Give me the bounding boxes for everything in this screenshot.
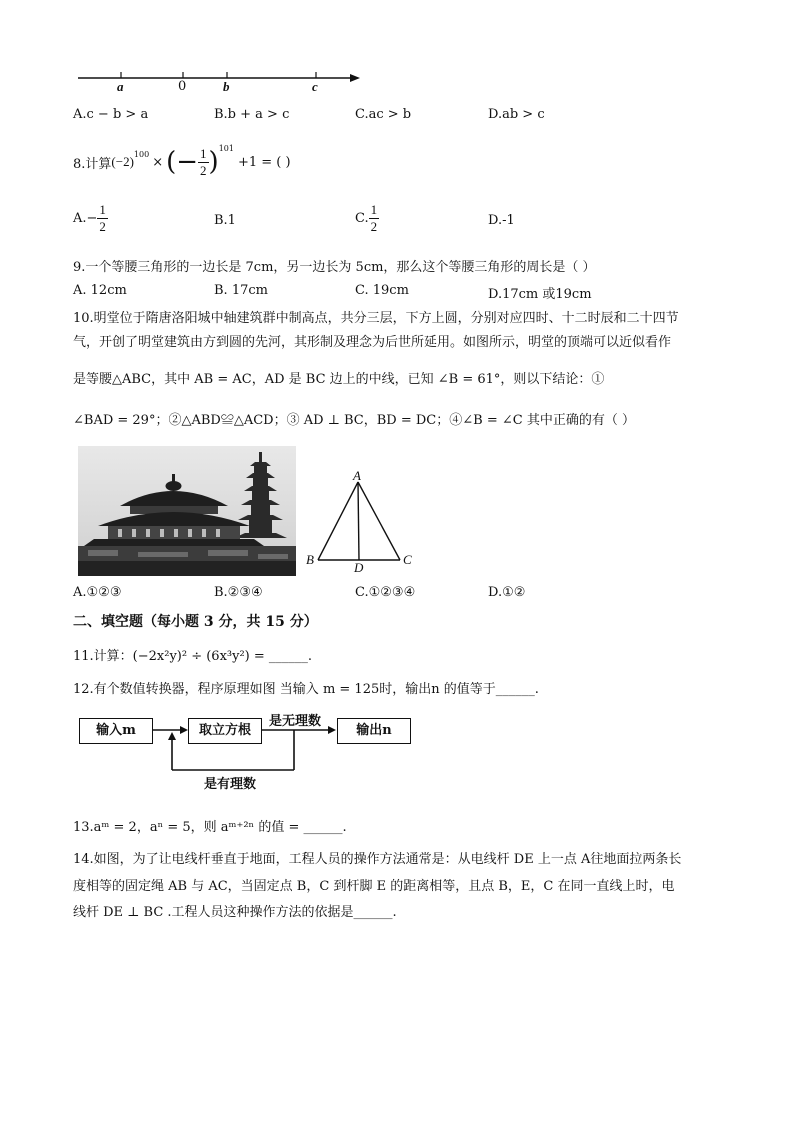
- q8-option-d: D.-1: [488, 213, 515, 228]
- q10-line-4: ∠BAD = 29°；②△ABD≌△ACD；③ AD ⊥ BC，BD = DC；④∠B = ∠C 其中正确的有（ ）: [73, 413, 635, 428]
- q8-exp1: 100: [133, 149, 150, 159]
- q14-line-1: 14.如图，为了让电线杆垂直于地面，工程人员的操作方法通常是：从电线杆 DE 上一点 A往地面拉两条长: [73, 852, 682, 867]
- q8-option-a: [73, 202, 108, 235]
- q8-option-a-prefix: A.−: [73, 211, 98, 226]
- triangle-label-a: A: [353, 468, 361, 483]
- number-line: [70, 60, 370, 100]
- q10-line-1: 10.明堂位于隋唐洛阳城中轴建筑群中制高点，共分三层，下方上圆，分别对应四时、十二时辰和二十四节: [73, 311, 679, 326]
- q13-question: 13.aᵐ = 2，aⁿ = 5，则 aᵐ⁺²ⁿ 的值 = ______.: [73, 820, 347, 835]
- q14-line-2: 度相等的固定绳 AB 与 AC，当固定点 B，C 到杆脚 E 的距离相等，且点 B，E，C 在同一直线上时，电: [73, 879, 675, 894]
- triangle-label-d: D: [354, 560, 364, 575]
- q11-question: 11.计算：(−2x²y)² ÷ (6x³y²) = ______.: [73, 649, 313, 664]
- flowchart-input-label: 输入m: [96, 723, 136, 738]
- flowchart-output-box: [337, 718, 411, 744]
- q12-question: 12.有个数值转换器，程序原理如图 当输入 m = 125时，输出n 的值等于______.: [73, 682, 539, 697]
- q10-option-d: D.①②: [488, 585, 526, 600]
- q10-line-2: 气，开创了明堂建筑由方到圆的先河，其形制及理念为后世所延用。如图所示，明堂的顶端可以近似看作: [73, 335, 672, 350]
- section-2-title: 二、填空题（每小题 3 分，共 15 分）: [73, 614, 318, 630]
- q9-option-d: D.17cm 或19cm: [488, 287, 592, 302]
- q8-exp2: 101: [218, 143, 234, 153]
- numberline-label-a: a: [117, 79, 124, 94]
- flowchart-irrational-label: 是无理数: [269, 714, 322, 729]
- q9-question: 9.一个等腰三角形的一边长是 7cm，另一边长为 5cm，那么这个等腰三角形的周长是（ ）: [73, 260, 596, 275]
- flowchart-process-label: 取立方根: [198, 723, 251, 738]
- q8-open-paren: (−: [166, 147, 199, 177]
- q8-fraction-num: 1: [200, 145, 207, 161]
- q8-base1: (−2): [111, 154, 134, 169]
- mingtang-photo: [78, 446, 296, 576]
- q8-option-c-den: 2: [370, 219, 378, 234]
- q8-fraction-den: 2: [200, 162, 207, 178]
- flowchart-output-label: 输出n: [356, 723, 392, 738]
- flowchart-rational-label: 是有理数: [204, 777, 257, 792]
- q9-option-c: C. 19cm: [355, 283, 409, 298]
- flowchart-input-box: [79, 718, 153, 744]
- q8-option-c-fraction: [369, 202, 380, 235]
- numberline-label-c: c: [312, 79, 318, 94]
- numberline-label-b: b: [223, 79, 230, 94]
- triangle-label-b: B: [306, 552, 314, 567]
- q8-option-a-num: 1: [99, 202, 106, 217]
- q8-suffix: +1 = ( ): [237, 154, 291, 170]
- q7-option-a: A.c − b > a: [73, 107, 149, 122]
- q7-option-d: D.ab > c: [488, 107, 545, 122]
- q10-line-3: 是等腰△ABC，其中 AB = AC，AD 是 BC 边上的中线，已知 ∠B = 61°，则以下结论：①: [73, 372, 605, 387]
- q10-option-b: B.②③④: [214, 585, 263, 600]
- q10-option-a: A.①②③: [73, 585, 122, 600]
- q8-times: ×: [152, 154, 164, 170]
- flowchart-process-box: [188, 718, 262, 744]
- q8-option-b: B.1: [214, 213, 236, 228]
- q8-question: [73, 140, 291, 184]
- q7-option-c: C.ac > b: [355, 107, 412, 122]
- q9-option-a: A. 12cm: [73, 283, 127, 298]
- q8-fraction: [198, 146, 209, 179]
- q8-option-c: [355, 202, 379, 235]
- q8-option-c-prefix: C.: [355, 211, 369, 226]
- q9-option-b: B. 17cm: [214, 283, 268, 298]
- q8-close-paren: ): [208, 147, 219, 177]
- q10-option-c: C.①②③④: [355, 585, 416, 600]
- q7-option-b: B.b + a > c: [214, 107, 290, 122]
- q8-option-a-fraction: [97, 202, 108, 235]
- q8-option-a-den: 2: [99, 219, 106, 234]
- q8-option-c-num: 1: [370, 202, 378, 217]
- q8-prefix: 8.计算: [73, 156, 112, 172]
- triangle-label-c: C: [403, 552, 412, 567]
- numberline-label-0: 0: [178, 79, 187, 94]
- q14-line-3: 线杆 DE ⊥ BC .工程人员这种操作方法的依据是______.: [73, 905, 397, 920]
